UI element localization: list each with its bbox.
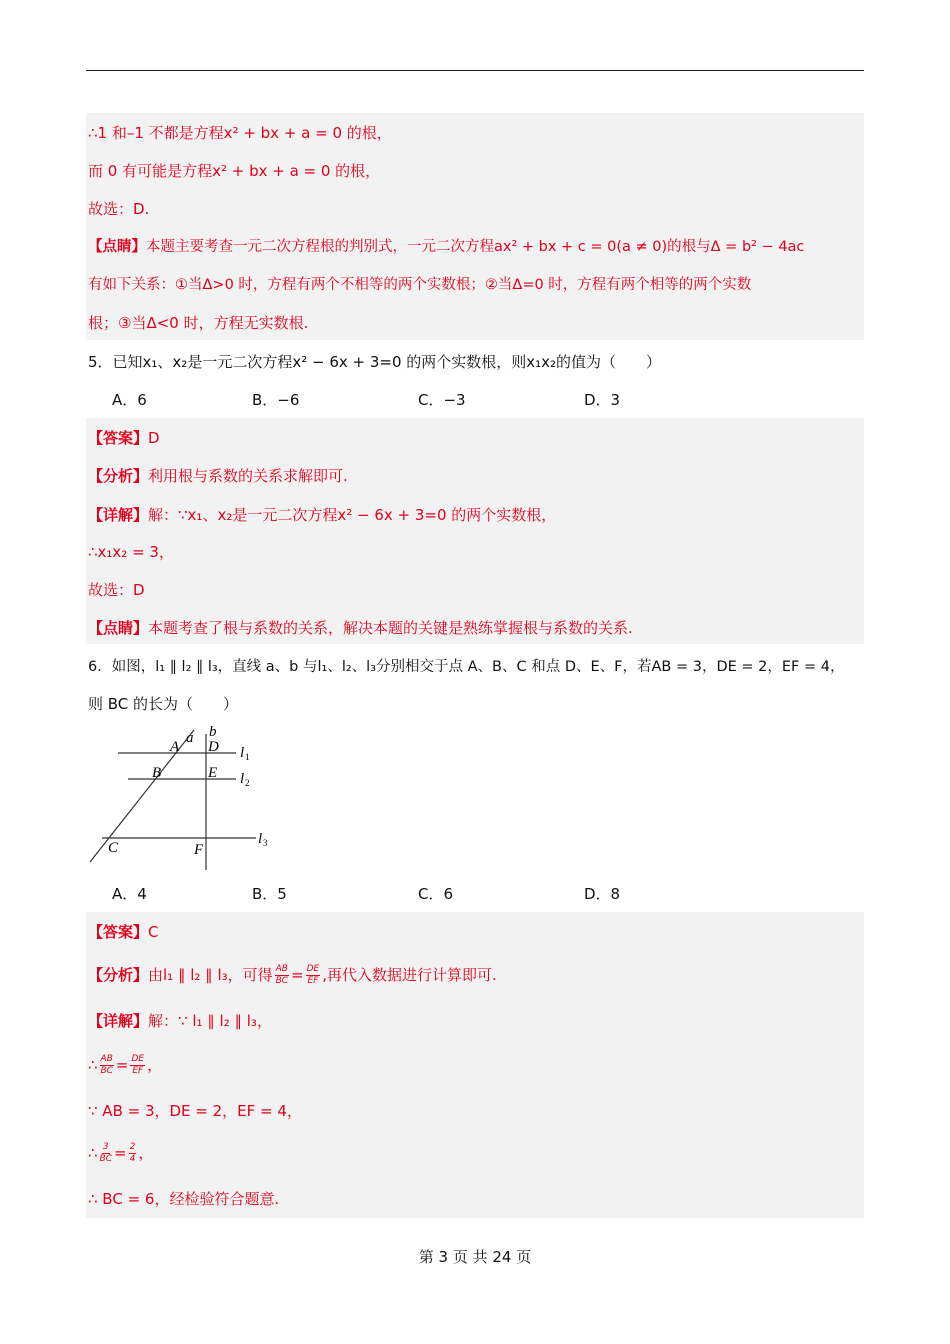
q6-option-b: B．5 — [252, 885, 287, 903]
frac-den: BC — [100, 1065, 113, 1076]
q6-step-3 — [88, 1138, 153, 1168]
comma: ， — [138, 1144, 154, 1162]
q5-step-1: ∴x₁x₂ = 3， — [88, 543, 174, 561]
q5-comment — [88, 618, 633, 638]
prev-comment — [88, 237, 804, 257]
q5-solution-box — [86, 418, 864, 644]
q6-option-c: C．6 — [418, 885, 454, 903]
fraction-3-bc — [100, 1142, 112, 1165]
q6-stem-1: 6．如图，l₁ ∥ l₂ ∥ l₃，直线 a、b 与l₁、l₂、l₃分别相交于点 A、B、C 和点 D、E、F，若AB = 3，DE = 2，EF = 4， — [88, 659, 845, 675]
q6-detail — [88, 1011, 272, 1031]
therefore-sign: ∴ — [88, 1144, 98, 1162]
q6-option-d: D．8 — [584, 885, 621, 903]
q6-step-2: ∵ AB = 3，DE = 2，EF = 4， — [88, 1102, 302, 1120]
q6-stem-2: 则 BC 的长为（ ） — [88, 695, 239, 713]
fraction-ab-bc — [100, 1054, 114, 1077]
detail-tag: 【详解】 — [88, 1012, 149, 1030]
q5-option-a: A．6 — [112, 391, 147, 409]
label-C: C — [108, 840, 119, 856]
label-B: B — [152, 765, 162, 781]
label-l2-sub: 2 — [245, 778, 250, 788]
fraction-de-ef — [306, 964, 321, 987]
q5-stem: 5．已知x₁、x₂是一元二次方程x² − 6x + 3=0 的两个实数根，则x₁x₂的值为（ ） — [88, 353, 662, 371]
label-b: b — [209, 724, 217, 740]
label-l3: l — [258, 831, 263, 847]
comment-text: 本题主要考查一元二次方程根的判别式，一元二次方程ax² + bx + c = 0(a ≠ 0)的根与Δ = b² − 4ac — [146, 239, 805, 255]
frac-den: 4 — [129, 1153, 136, 1164]
answer-value: C — [148, 923, 159, 941]
answer-tag: 【答案】 — [88, 923, 149, 941]
fraction-2-4 — [129, 1142, 137, 1165]
comment-tag: 【点睛】 — [88, 239, 146, 255]
page-footer: 第 3 页 共 24 页 — [418, 1248, 532, 1266]
q6-step-1 — [88, 1050, 162, 1080]
q5-step-2: 故选：D — [88, 581, 145, 599]
fraction-de-ef — [130, 1054, 145, 1077]
prev-line-1: ∴1 和–1 不都是方程x² + bx + a = 0 的根， — [88, 124, 392, 142]
label-A: A — [170, 739, 180, 755]
q5-option-d: D．3 — [584, 391, 621, 409]
prev-solution-box — [86, 113, 864, 340]
label-E: E — [208, 765, 218, 781]
equals-sign: = — [115, 1056, 129, 1074]
prev-line-3: 故选：D. — [88, 200, 150, 218]
q6-analysis — [88, 960, 497, 990]
label-D: D — [208, 739, 219, 755]
label-l1-sub: 1 — [245, 752, 250, 762]
q5-option-b: B．−6 — [252, 391, 300, 409]
equals-sign: = — [290, 966, 304, 984]
fraction-ab-bc — [275, 964, 289, 987]
frac-num: DE — [131, 1053, 145, 1064]
therefore-sign: ∴ — [88, 1056, 98, 1074]
prev-line-6: 根；③当Δ<0 时，方程无实数根. — [88, 314, 309, 332]
label-l2: l — [240, 771, 245, 787]
q6-figure — [86, 720, 276, 876]
equals-sign: = — [114, 1144, 127, 1162]
header-rule — [86, 70, 864, 71]
frac-den: EF — [307, 975, 319, 986]
answer-value: D — [148, 429, 160, 447]
label-l1: l — [240, 745, 245, 761]
answer-tag: 【答案】 — [88, 429, 149, 447]
analysis-tag: 【分析】 — [88, 467, 149, 485]
analysis-text: 由l₁ ∥ l₂ ∥ l₃，可得 — [148, 966, 273, 984]
analysis-text-end: ,再代入数据进行计算即可. — [322, 966, 497, 984]
frac-num: 3 — [102, 1141, 109, 1152]
q5-detail — [88, 505, 556, 525]
q5-option-c: C．−3 — [418, 391, 466, 409]
label-a: a — [186, 730, 194, 746]
comment-tag: 【点睛】 — [88, 619, 149, 637]
q6-solution-box — [86, 912, 864, 1218]
q5-answer — [88, 428, 160, 448]
q6-answer — [88, 922, 159, 942]
detail-tag: 【详解】 — [88, 506, 149, 524]
prev-line-2: 而 0 有可能是方程x² + bx + a = 0 的根， — [88, 162, 381, 180]
frac-num: AB — [100, 1053, 113, 1064]
analysis-text: 利用根与系数的关系求解即可. — [148, 467, 348, 485]
prev-line-5: 有如下关系：①当Δ>0 时，方程有两个不相等的两个实数根；②当Δ=0 时，方程有两个相等的两个实数 — [88, 277, 752, 293]
frac-num: DE — [306, 963, 320, 974]
frac-den: EF — [132, 1065, 144, 1076]
comment-text: 本题考查了根与系数的关系，解决本题的关键是熟练掌握根与系数的关系. — [148, 619, 633, 637]
analysis-tag: 【分析】 — [88, 966, 149, 984]
frac-num: 2 — [129, 1141, 136, 1152]
detail-text: 解：∵x₁、x₂是一元二次方程x² − 6x + 3=0 的两个实数根， — [148, 506, 557, 524]
detail-text: 解：∵ l₁ ∥ l₂ ∥ l₃， — [148, 1012, 272, 1030]
frac-den: BC — [99, 1153, 113, 1164]
label-l3-sub: 3 — [263, 838, 268, 848]
comma: ， — [147, 1056, 163, 1074]
q5-analysis — [88, 466, 348, 486]
frac-num: AB — [275, 963, 288, 974]
label-F: F — [194, 842, 204, 858]
q6-option-a: A．4 — [112, 885, 147, 903]
frac-den: BC — [275, 975, 289, 986]
q6-step-4: ∴ BC = 6，经检验符合题意. — [88, 1190, 280, 1208]
